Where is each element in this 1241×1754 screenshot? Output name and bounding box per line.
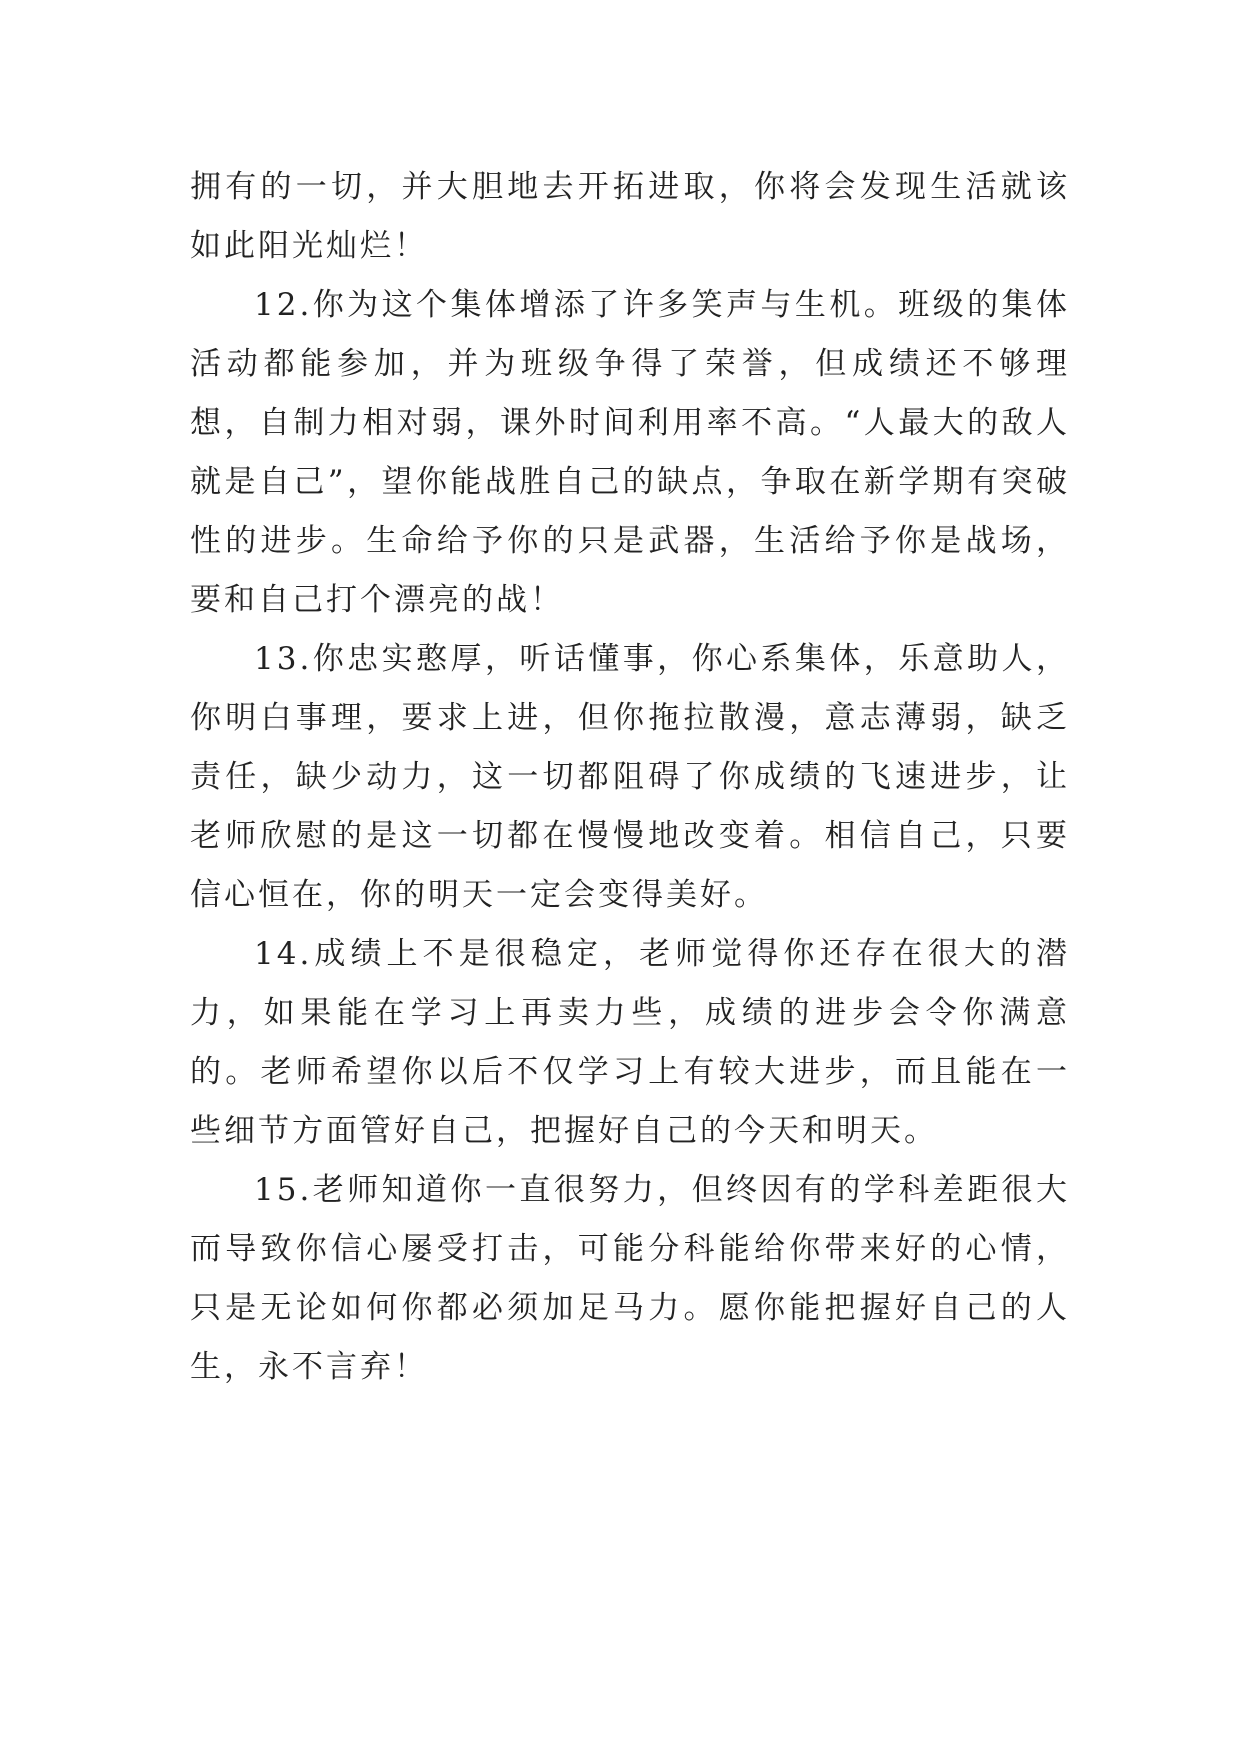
paragraph-continuation: 拥有的一切，并大胆地去开拓进取，你将会发现生活就该如此阳光灿烂！	[190, 169, 1070, 264]
paragraph-comment-14: 14.成绩上不是很稳定，老师觉得你还存在很大的潜力，如果能在学习上再卖力些，成绩的进步会令你满意的。老师希望你以后不仅学习上有较大进步，而且能在一些细节方面管好自己，把握好自己的今天和明天。	[190, 936, 1070, 1149]
paragraph-comment-13: 13.你忠实憨厚，听话懂事，你心系集体，乐意助人，你明白事理，要求上进，但你拖拉散漫，意志薄弱，缺乏责任，缺少动力，这一切都阻碍了你成绩的飞速进步，让老师欣慰的是这一切都在慢慢地改变着。相信自己，只要信心恒在，你的明天一定会变得美好。	[190, 641, 1070, 913]
paragraph-comment-12: 12.你为这个集体增添了许多笑声与生机。班级的集体活动都能参加，并为班级争得了荣誉，但成绩还不够理想，自制力相对弱，课外时间利用率不高。“人最大的敌人就是自己”，望你能战胜自己的缺点，争取在新学期有突破性的进步。生命给予你的只是武器，生活给予你是战场，要和自己打个漂亮的战！	[190, 287, 1070, 618]
paragraph-comment-15: 15.老师知道你一直很努力，但终因有的学科差距很大而导致你信心屡受打击，可能分科能给你带来好的心情，只是无论如何你都必须加足马力。愿你能把握好自己的人生，永不言弃！	[190, 1172, 1070, 1385]
document-body	[190, 158, 1070, 1397]
